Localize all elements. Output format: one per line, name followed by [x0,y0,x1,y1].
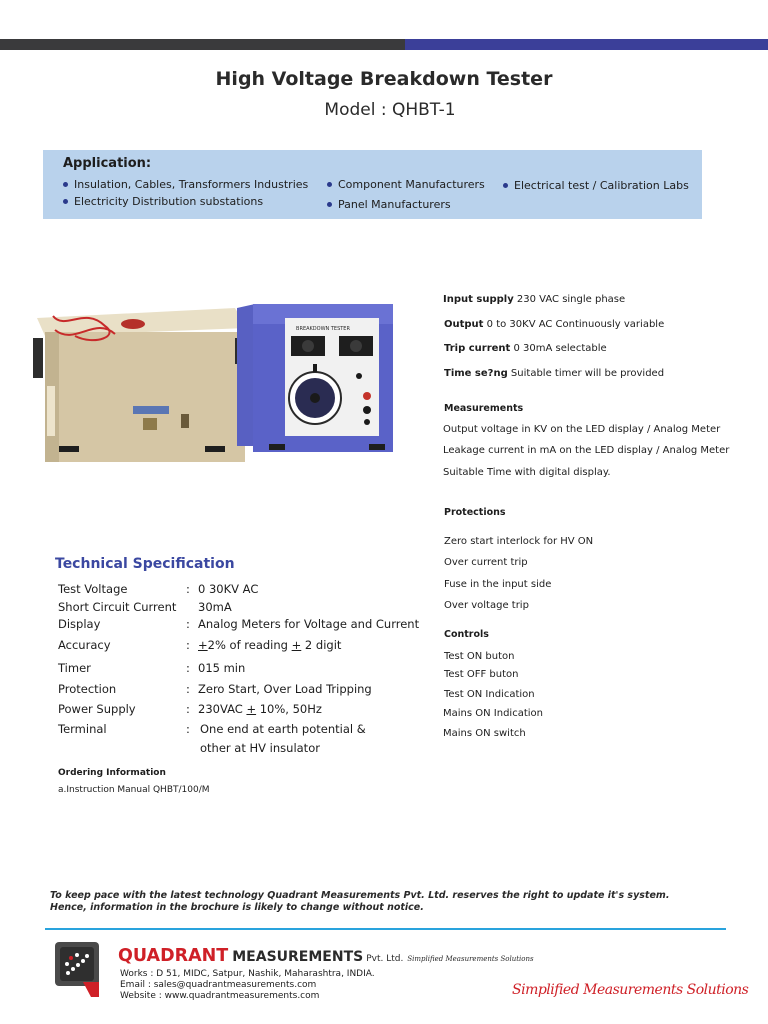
trip-current-row: Trip current 0 30mA selectable [444,343,607,354]
website-link[interactable]: Website : www.quadrantmeasurements.com [120,991,320,1001]
email-address[interactable]: Email : sales@quadrantmeasurements.com [120,980,317,990]
hv-transformer-unit [33,308,249,462]
protection-item: Zero start interlock for HV ON [444,536,594,547]
page-title: High Voltage Breakdown Tester [215,68,553,90]
controls-heading: Controls [444,629,489,640]
brand-quadrant: QUADRANT [118,946,229,966]
control-item: Test ON Indication [444,689,535,700]
spec-label: Test Voltage [58,582,128,596]
footer-tagline: Simplified Measurements Solutions [512,982,749,998]
disclaimer-line: To keep pace with the latest technology Quadrant Measurements Pvt. Ltd. reserves the right to update it's system. [50,890,670,901]
spec-colon: : [186,582,190,596]
ordering-item: a.Instruction Manual QHBT/100/M [58,785,210,795]
application-item: Panel Manufacturers [327,198,451,211]
panel-label: BREAKDOWN TESTER [296,326,350,332]
control-item: Mains ON Indication [443,708,543,719]
ordering-heading: Ordering Information [58,768,166,778]
footer-divider [45,928,726,930]
spec-value: Zero Start, Over Load Tripping [198,682,372,696]
spec-label: Power Supply [58,702,136,716]
application-heading: Application: [63,156,152,171]
spec-value: Analog Meters for Voltage and Current [198,617,420,631]
measurement-item: Suitable Time with digital display. [443,467,611,478]
bullet-icon [63,182,68,187]
measurements-heading: Measurements [444,403,524,414]
disclaimer-line: Hence, information in the brochure is likely to change without notice. [50,902,424,913]
spec-label: Terminal [58,722,107,736]
application-item: Insulation, Cables, Transformers Industries [63,178,308,191]
brand-slogan-small: Simplified Measurements Solutions [407,955,534,963]
application-item: Electricity Distribution substations [63,195,263,208]
spec-value: +2% of reading + 2 digit [198,638,342,652]
bullet-icon [63,199,68,204]
product-photo [25,296,403,466]
spec-colon: : [186,638,190,652]
spec-value: 015 min [198,661,246,675]
control-item: Test ON buton [444,651,515,662]
measurement-item: Output voltage in KV on the LED display / Analog Meter [443,424,721,435]
application-item: Electrical test / Calibration Labs [503,179,689,192]
brand-pvt-ltd: Pvt. Ltd. [366,954,404,964]
protection-item: Over voltage trip [444,600,529,611]
output-row: Output 0 to 30KV AC Continuously variable [444,319,665,330]
control-item: Test OFF buton [444,669,519,680]
spec-label: Display [58,617,101,631]
spec-colon: : [186,661,190,675]
measurement-item: Leakage current in mA on the LED display / Analog Meter [443,445,730,456]
bullet-icon [327,202,332,207]
spec-value: 0 30KV AC [198,582,259,596]
spec-value: 230VAC + 10%, 50Hz [198,702,322,716]
control-panel-unit [237,304,393,452]
spec-value: other at HV insulator [200,741,320,755]
top-bar-blue [405,39,768,50]
protection-item: Over current trip [444,557,528,568]
spec-colon: : [186,722,190,736]
works-address: Works : D 51, MIDC, Satpur, Nashik, Maharashtra, INDIA. [120,969,375,979]
protection-item: Fuse in the input side [444,579,552,590]
application-item: Component Manufacturers [327,178,485,191]
protections-heading: Protections [444,507,506,518]
spec-colon: : [186,702,190,716]
spec-label: Accuracy [58,638,111,652]
input-supply-row: Input supply 230 VAC single phase [443,294,626,305]
brand-measurements: MEASUREMENTS [232,949,364,965]
spec-label: Short Circuit Current [58,600,177,614]
spec-colon: : [186,617,190,631]
control-item: Mains ON switch [443,728,526,739]
time-setting-row: Time se?ng Suitable timer will be provided [444,368,665,379]
brand-line [118,946,534,966]
bullet-icon [327,182,332,187]
quadrant-logo-icon [55,942,103,997]
top-bar-dark [0,39,405,50]
spec-label: Protection [58,682,117,696]
spec-colon: : [186,682,190,696]
technical-spec-heading: Technical Specification [55,556,235,572]
spec-label: Timer [58,661,91,675]
spec-value: 30mA [198,600,232,614]
bullet-icon [503,183,508,188]
model-number: Model : QHBT-1 [324,100,456,120]
application-box [43,150,702,219]
spec-value: One end at earth potential & [200,722,366,736]
